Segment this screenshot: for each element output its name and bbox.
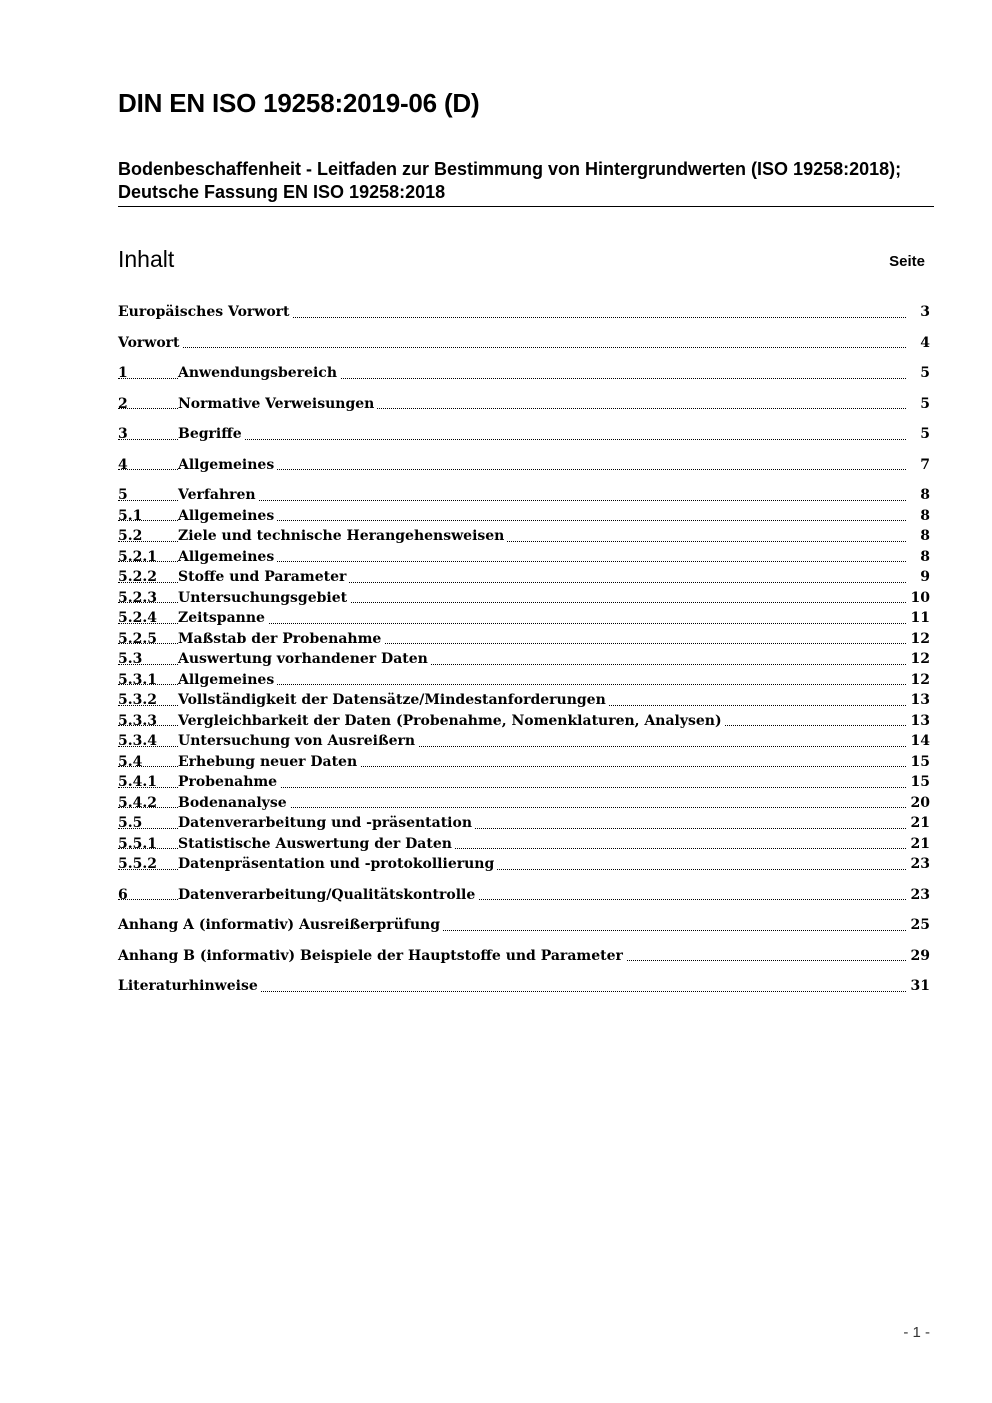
document-subtitle: Bodenbeschaffenheit - Leitfaden zur Bestimmung von Hintergrundwerten (ISO 19258:2018); Deutsche Fassung EN ISO 19258:2018 bbox=[118, 159, 902, 202]
toc-entry[interactable] bbox=[118, 885, 930, 906]
toc-entry-page: 23 bbox=[910, 886, 930, 903]
toc-entry-page: 5 bbox=[920, 395, 930, 412]
toc-entry-page: 15 bbox=[910, 753, 930, 770]
toc-entry[interactable] bbox=[118, 363, 930, 384]
toc-entry-title: Normative Verweisungen bbox=[178, 394, 377, 414]
toc-entry-page: 5 bbox=[920, 426, 930, 442]
toc-entry-number: 5.1 bbox=[118, 507, 143, 524]
toc-entry-title: Begriffe bbox=[178, 424, 245, 444]
toc-entry-page: 21 bbox=[910, 835, 930, 852]
toc-entry-number: 5.3.3 bbox=[118, 712, 157, 729]
toc-entry-title: Erhebung neuer Daten bbox=[178, 752, 360, 772]
toc-page-column-label: Seite bbox=[889, 253, 925, 270]
toc-entry-title: Europäisches Vorwort bbox=[118, 302, 293, 322]
toc-entry-page: 8 bbox=[920, 487, 930, 503]
toc-entry[interactable] bbox=[118, 588, 930, 609]
toc-entry-number: 5.2.5 bbox=[118, 630, 157, 647]
toc-entry-number: 5.3 bbox=[118, 651, 143, 667]
toc-entry-title: Untersuchungsgebiet bbox=[178, 588, 350, 608]
toc-entry[interactable] bbox=[118, 813, 930, 834]
toc-entry[interactable] bbox=[118, 455, 930, 476]
toc-entry-page: 5 bbox=[920, 365, 930, 381]
toc-entry[interactable] bbox=[118, 302, 930, 323]
toc-entry-page: 13 bbox=[910, 692, 930, 708]
toc-entry[interactable] bbox=[118, 567, 930, 588]
toc-entry-number: 5.3.4 bbox=[118, 733, 157, 749]
toc-entry-page: 3 bbox=[920, 304, 930, 320]
title-divider bbox=[118, 206, 934, 207]
toc-entry[interactable] bbox=[118, 731, 930, 752]
toc-entry-page: 31 bbox=[910, 978, 930, 994]
toc-entry-number: 5.2.2 bbox=[118, 569, 157, 585]
toc-entry[interactable] bbox=[118, 608, 930, 629]
toc-entry-title: Vollständigkeit der Datensätze/Mindestanforderungen bbox=[178, 690, 609, 710]
toc-leader-dots bbox=[118, 347, 906, 348]
toc-entry-title: Maßstab der Probenahme bbox=[178, 629, 384, 649]
toc-entry-page: 20 bbox=[910, 794, 930, 811]
document-title: DIN EN ISO 19258:2019-06 (D) bbox=[118, 88, 480, 118]
toc-entry-number: 1 bbox=[118, 365, 128, 381]
toc-entry[interactable] bbox=[118, 547, 930, 568]
toc-entry-title: Allgemeines bbox=[178, 547, 277, 567]
toc-entry-number: 5 bbox=[118, 487, 128, 503]
toc-entry-title: Allgemeines bbox=[178, 455, 277, 475]
toc-entry[interactable] bbox=[118, 506, 930, 527]
toc-entry-title: Datenverarbeitung und -präsentation bbox=[178, 813, 475, 833]
toc-entry-page: 8 bbox=[920, 507, 930, 524]
toc-entry[interactable] bbox=[118, 711, 930, 732]
toc-entry[interactable] bbox=[118, 690, 930, 711]
toc-entry-number: 5.3.1 bbox=[118, 671, 157, 688]
toc-entry-page: 23 bbox=[910, 856, 930, 872]
toc-entry-title: Allgemeines bbox=[178, 506, 277, 526]
toc-entry-page: 8 bbox=[920, 548, 930, 565]
toc-entry-number: 5.5.1 bbox=[118, 835, 157, 852]
toc-entry[interactable] bbox=[118, 772, 930, 793]
toc-entry-title: Untersuchung von Ausreißern bbox=[178, 731, 418, 751]
toc-entry-number: 5.4.2 bbox=[118, 794, 157, 811]
toc-entry-number: 5.4 bbox=[118, 753, 143, 770]
toc-entry[interactable] bbox=[118, 834, 930, 855]
toc-entry-page: 25 bbox=[910, 917, 930, 933]
toc-entry-title: Verfahren bbox=[178, 485, 259, 505]
toc-entry-number: 5.4.1 bbox=[118, 774, 157, 790]
toc-entry[interactable] bbox=[118, 526, 930, 547]
toc-entry-title: Bodenanalyse bbox=[178, 793, 290, 813]
toc-entry-title: Statistische Auswertung der Daten bbox=[178, 834, 455, 854]
page-number: - 1 - bbox=[903, 1324, 930, 1341]
toc-entry-title: Stoffe und Parameter bbox=[178, 567, 349, 587]
toc-entry-title: Vorwort bbox=[118, 333, 183, 353]
toc-entry[interactable] bbox=[118, 424, 930, 445]
toc-entry-title: Literaturhinweise bbox=[118, 976, 261, 996]
toc-heading: Inhalt bbox=[118, 246, 175, 272]
toc-entry-page: 9 bbox=[920, 569, 930, 585]
toc-entry-page: 13 bbox=[910, 712, 930, 729]
toc-entry-page: 12 bbox=[910, 671, 930, 688]
toc-entry-title: Datenverarbeitung/Qualitätskontrolle bbox=[178, 885, 478, 905]
toc-entry-page: 11 bbox=[910, 610, 930, 626]
toc-entry[interactable] bbox=[118, 854, 930, 875]
toc-entry-page: 4 bbox=[920, 334, 930, 351]
toc-entry-page: 7 bbox=[920, 456, 930, 473]
toc-entry-title: Allgemeines bbox=[178, 670, 277, 690]
toc-entry-title: Vergleichbarkeit der Daten (Probenahme, Nomenklaturen, Analysen) bbox=[178, 711, 725, 731]
toc-entry-page: 29 bbox=[910, 947, 930, 964]
toc-entry-page: 12 bbox=[910, 651, 930, 667]
toc-entry-page: 14 bbox=[910, 733, 930, 749]
toc-entry[interactable] bbox=[118, 629, 930, 650]
toc-entry-number: 3 bbox=[118, 426, 128, 442]
toc-entry-page: 8 bbox=[920, 528, 930, 544]
toc-entry-title: Anhang B (informativ) Beispiele der Hauptstoffe und Parameter bbox=[118, 946, 626, 966]
toc-entry-title: Probenahme bbox=[178, 772, 280, 792]
toc-entry[interactable] bbox=[118, 670, 930, 691]
toc-entry[interactable] bbox=[118, 649, 930, 670]
toc-entry[interactable] bbox=[118, 394, 930, 415]
toc-entry-number: 6 bbox=[118, 886, 128, 903]
toc-entry[interactable] bbox=[118, 793, 930, 814]
toc-entry-page: 15 bbox=[910, 774, 930, 790]
toc-entry-number: 5.2.1 bbox=[118, 548, 157, 565]
toc-entry[interactable] bbox=[118, 333, 930, 354]
toc-entry-page: 10 bbox=[910, 589, 930, 606]
toc-entry-number: 5.2 bbox=[118, 528, 143, 544]
toc-entry-number: 5.3.2 bbox=[118, 692, 157, 708]
toc-entry-number: 5.2.4 bbox=[118, 610, 157, 626]
toc-entry[interactable] bbox=[118, 976, 930, 997]
toc-entry-title: Datenpräsentation und -protokollierung bbox=[178, 854, 497, 874]
toc-entry-page: 12 bbox=[910, 630, 930, 647]
toc-entry-number: 5.5 bbox=[118, 815, 143, 831]
toc-entry-title: Zeitspanne bbox=[178, 608, 268, 628]
toc-entry-number: 5.2.3 bbox=[118, 589, 157, 606]
toc-entry-number: 4 bbox=[118, 456, 128, 473]
toc-entry-page: 21 bbox=[910, 815, 930, 831]
toc-entry[interactable] bbox=[118, 752, 930, 773]
toc-entry-title: Ziele und technische Herangehensweisen bbox=[178, 526, 507, 546]
toc-entry[interactable] bbox=[118, 485, 930, 506]
toc-entry[interactable] bbox=[118, 915, 930, 936]
toc-entry-title: Auswertung vorhandener Daten bbox=[178, 649, 431, 669]
toc-entry-title: Anhang A (informativ) Ausreißerprüfung bbox=[118, 915, 443, 935]
toc-entry-number: 2 bbox=[118, 395, 128, 412]
toc-entry-number: 5.5.2 bbox=[118, 856, 157, 872]
toc-entry[interactable] bbox=[118, 946, 930, 967]
toc-entry-title: Anwendungsbereich bbox=[178, 363, 340, 383]
table-of-contents bbox=[118, 302, 930, 997]
